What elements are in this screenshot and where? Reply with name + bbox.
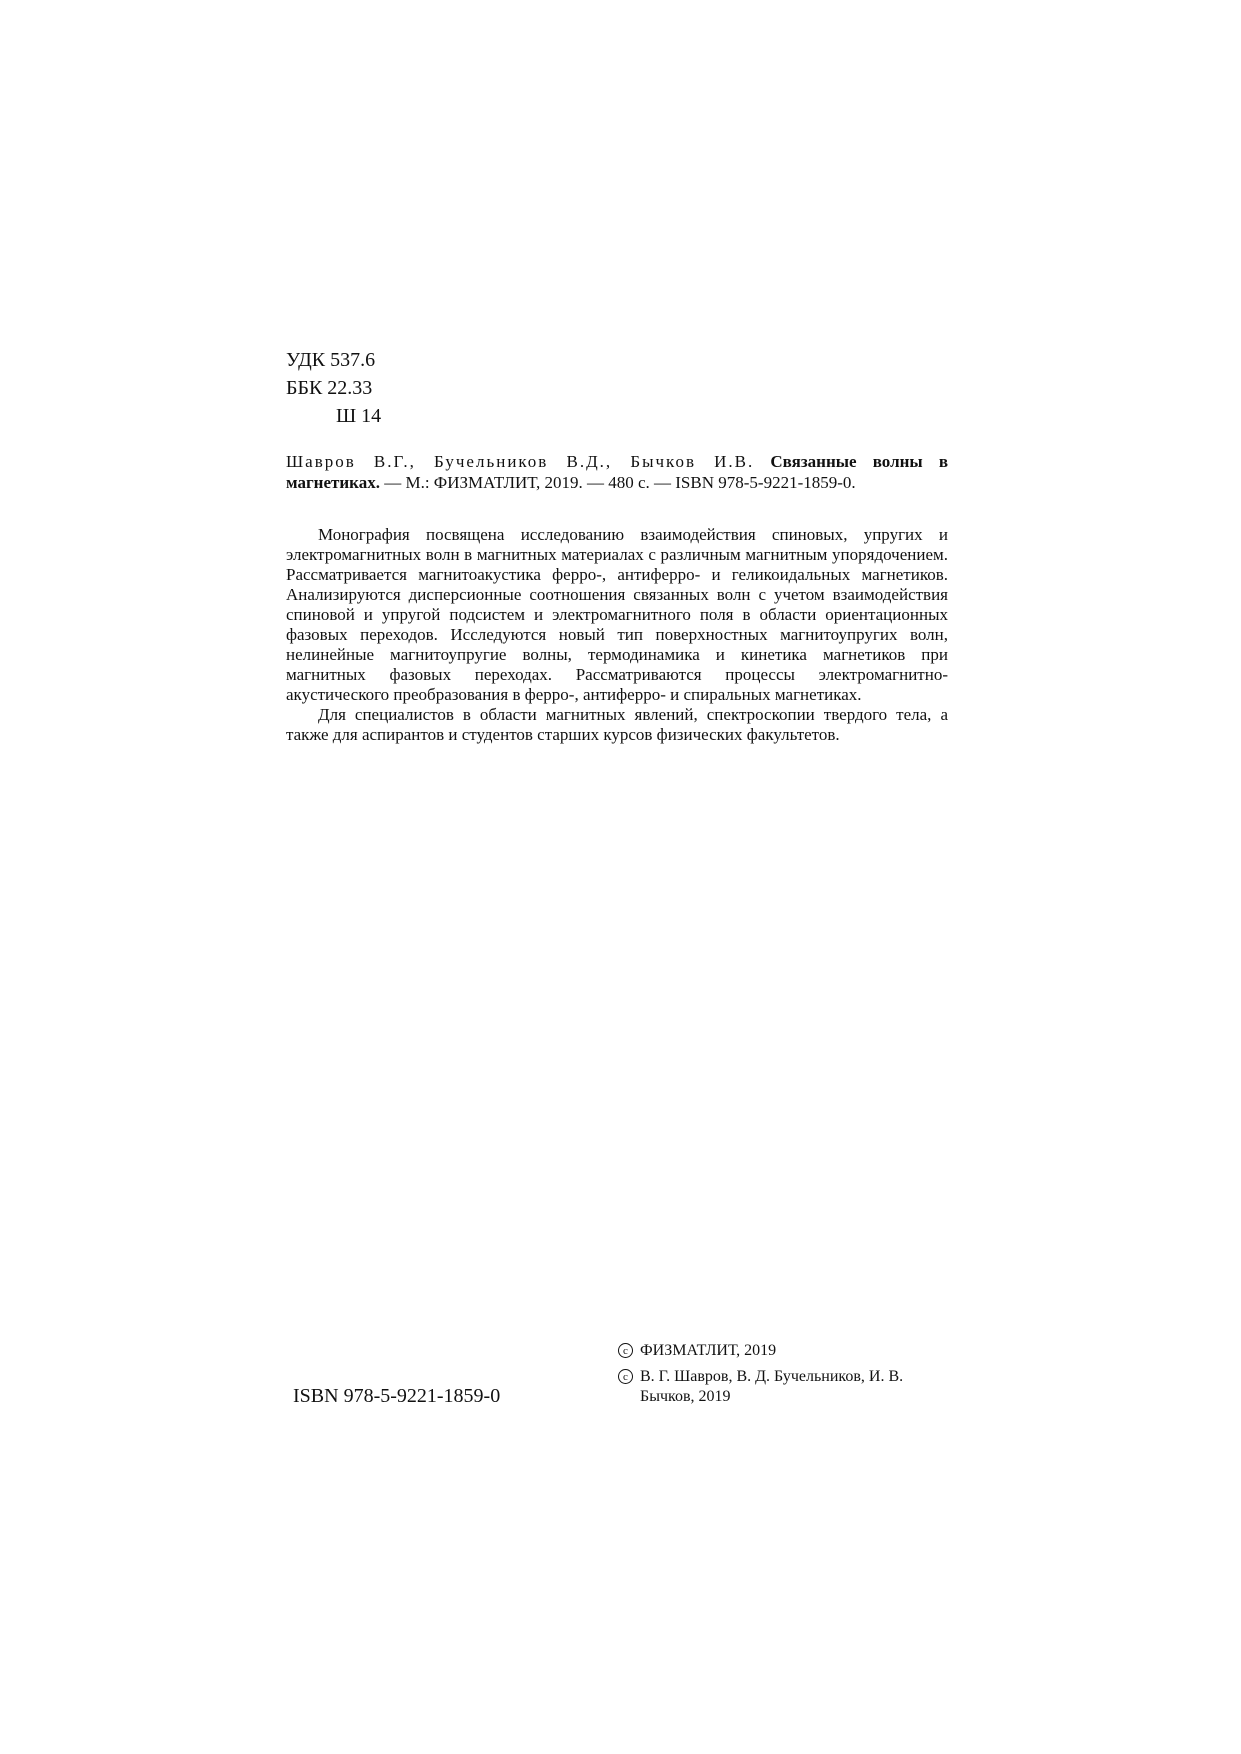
- bibliographic-isbn: ISBN 978-5-9221-1859-0.: [675, 473, 856, 492]
- annotation-paragraph: Для специалистов в области магнитных явлений, спектроскопии твердого тела, а также для аспирантов и студентов старших курсов физических факультетов.: [286, 705, 948, 744]
- book-title: Связанные волны в магнетиках.: [286, 452, 949, 492]
- authors: Шавров В.Г., Бучельников В.Д., Бычков И.В.: [286, 452, 755, 471]
- annotation: [286, 525, 948, 745]
- classification-codes: [286, 346, 381, 430]
- copyright-icon: c: [618, 1369, 633, 1384]
- copyright-notices: [618, 1341, 918, 1413]
- imprint-details: — М.: ФИЗМАТЛИТ, 2019. — 480 с. —: [384, 473, 672, 492]
- copyright-authors: [618, 1367, 918, 1407]
- copyright-text: В. Г. Шавров, В. Д. Бучельников, И. В. Бычков, 2019: [640, 1368, 904, 1405]
- author-mark: Ш 14: [336, 405, 382, 427]
- copyright-text: ФИЗМАТЛИТ, 2019: [640, 1342, 777, 1359]
- isbn-footer: ISBN 978-5-9221-1859-0: [293, 1385, 501, 1407]
- copyright-icon: c: [618, 1343, 633, 1358]
- copyright-publisher: [618, 1341, 918, 1361]
- annotation-paragraph: Монография посвящена исследованию взаимодействия спиновых, упругих и электромагнитных волн в магнитных материалах с различным магнитным упорядочением. Рассматривается магнитоакустика ферро-, антиферро- и геликоидальных магнетиков. Анализируются дисперсионные соотношения связанных волн с учетом взаимодействия спиновой и упругой подсистем и электромагнитного поля в области ориентационных фазовых переходов. Исследуются новый тип поверхностных магнитоупругих волн, нелинейные магнитоупругие волны, термодинамика и кинетика магнетиков при магнитных фазовых переходах. Рассматриваются процессы электромагнитно-акустического преобразования в ферро-, антиферро- и спиральных магнетиках.: [286, 525, 948, 704]
- bibliographic-record: [286, 451, 948, 493]
- udk-code: УДК 537.6: [286, 349, 376, 371]
- bbk-code: ББК 22.33: [286, 377, 373, 399]
